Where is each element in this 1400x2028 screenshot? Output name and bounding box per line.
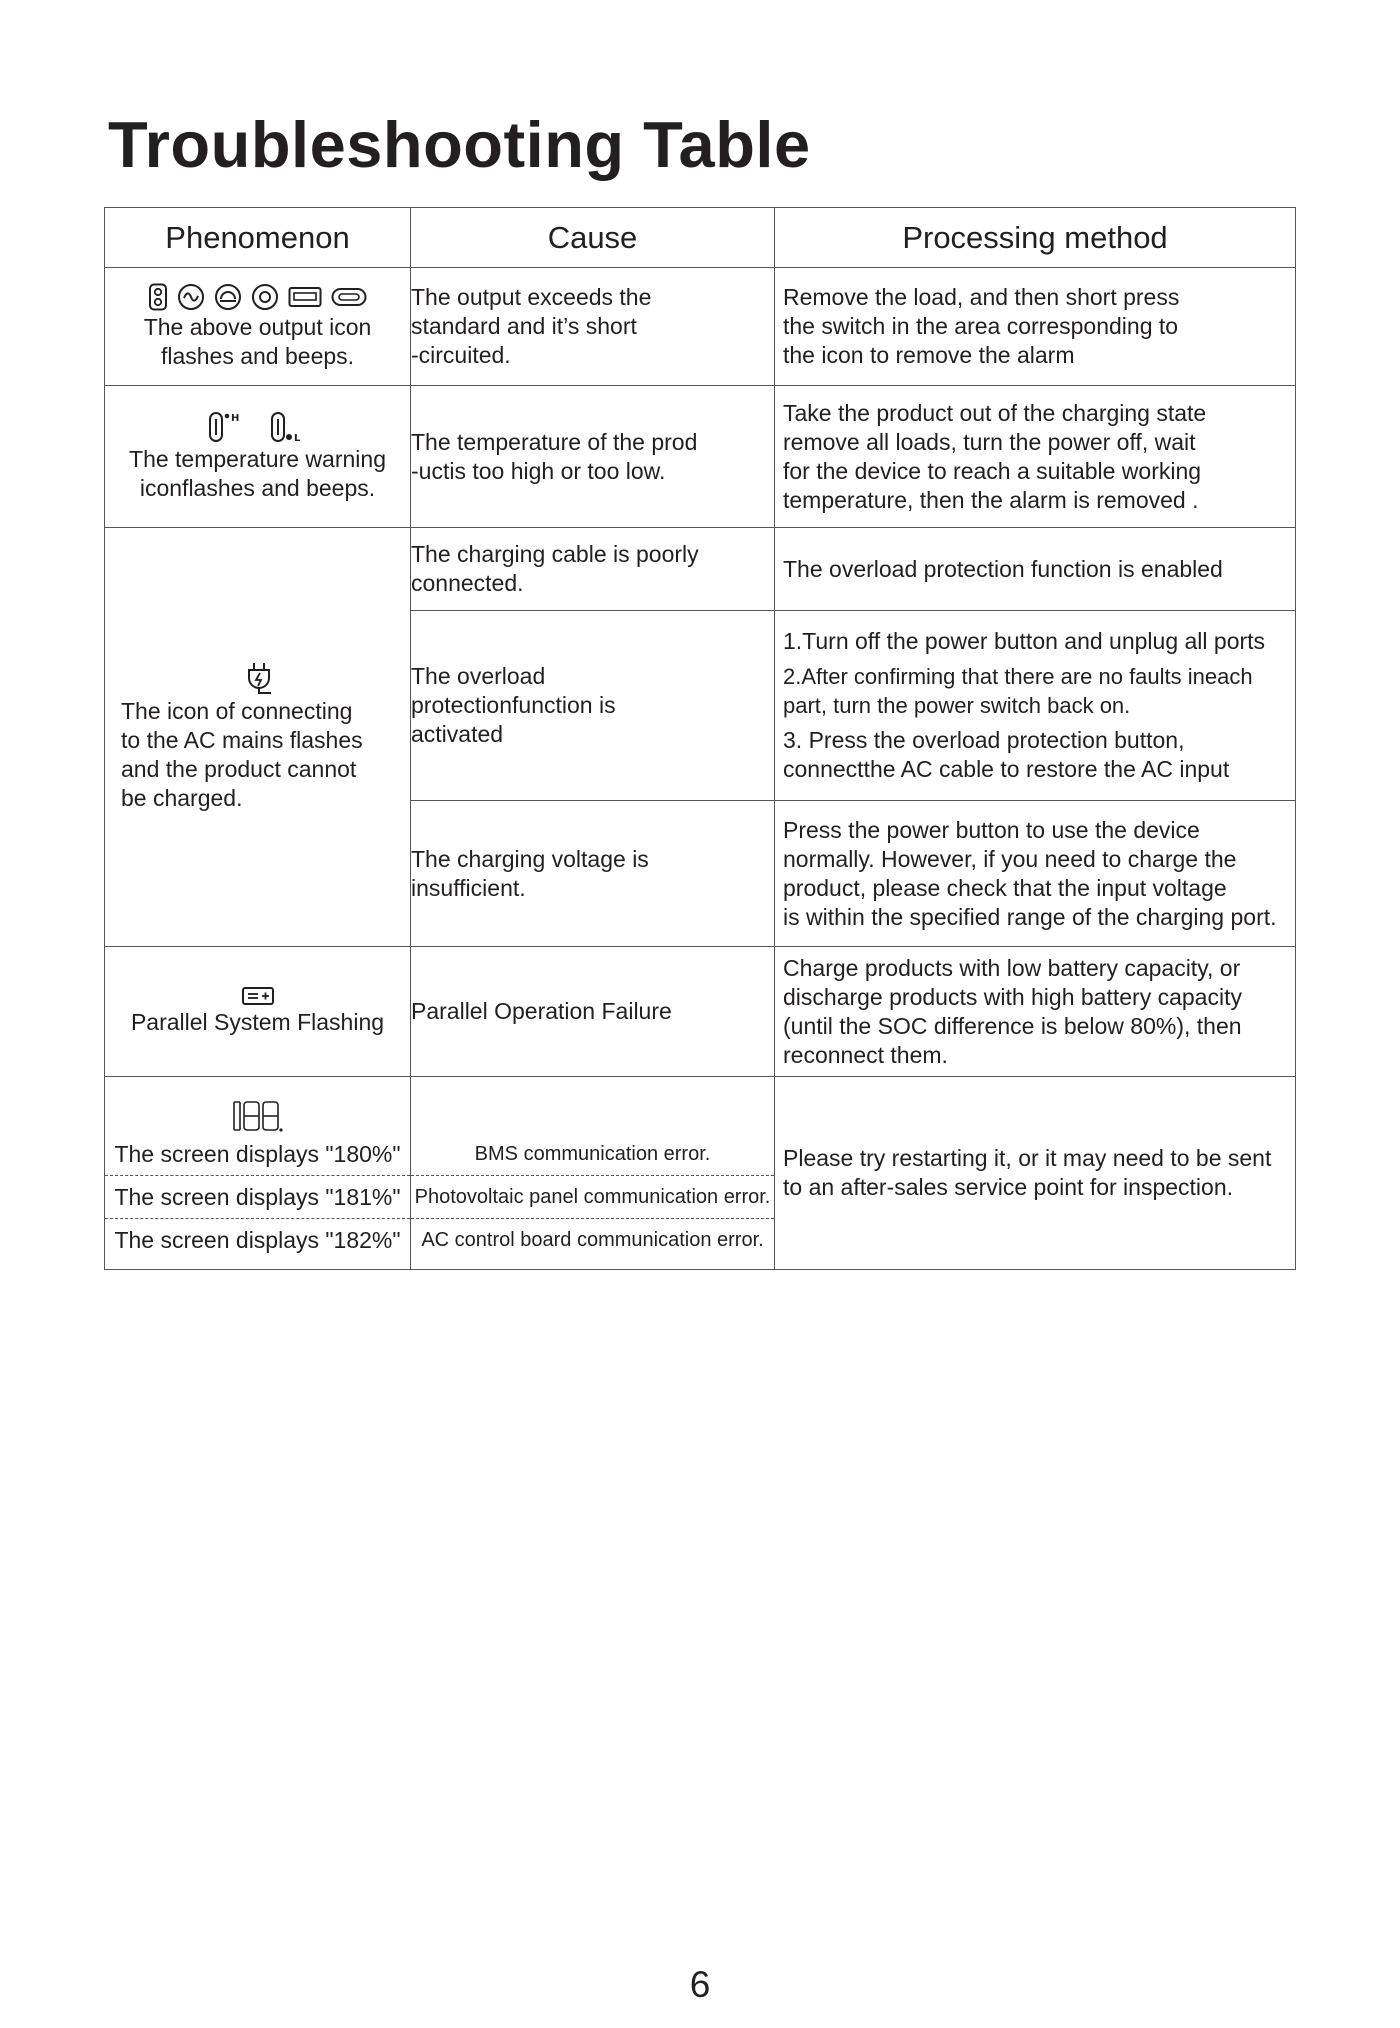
method-step: 1.Turn off the power button and unplug all ports <box>783 628 1266 654</box>
phenomenon-text: The temperature warning iconflashes and beeps. <box>129 445 386 501</box>
usb-a-icon <box>288 286 322 308</box>
column-header-processing-method: Processing method <box>775 208 1296 268</box>
cause-cell: The temperature of the prod -uctis too high or too low. <box>411 386 775 528</box>
parallel-system-icon <box>241 986 275 1006</box>
table-row <box>105 268 1296 386</box>
processing-method-cell: Please try restarting it, or it may need to be sent to an after-sales service point for inspection. <box>775 1077 1296 1270</box>
cause-cell <box>411 1077 775 1270</box>
segment-display-icon <box>233 1101 283 1133</box>
processing-method-cell: The overload protection function is enabled <box>775 528 1296 611</box>
temperature-icons-group <box>105 411 410 443</box>
photovoltaic-error-text: Photovoltaic panel communication error. <box>411 1175 774 1218</box>
usb-c-icon <box>331 287 367 307</box>
method-step: 2.After confirming that there are no faults ineach part, turn the power switch back on. <box>783 664 1253 718</box>
troubleshooting-table <box>104 207 1296 1270</box>
dc-port-icon <box>148 283 168 311</box>
page-title: Troubleshooting Table <box>108 108 811 181</box>
display-180-text: The screen displays "180%" <box>114 1140 401 1167</box>
table-row <box>105 528 1296 611</box>
bms-error-text: BMS communication error. <box>474 1142 711 1165</box>
processing-method-cell: Press the power button to use the device normally. However, if you need to charge the product, please check that the input voltage is within the specified range of the charging port. <box>775 801 1296 947</box>
column-header-phenomenon: Phenomenon <box>105 208 411 268</box>
phenomenon-text: Parallel System Flashing <box>130 1009 385 1035</box>
ac-mains-icon-group <box>121 661 398 695</box>
processing-method-cell: Remove the load, and then short press the switch in the area corresponding to the icon to remove the alarm <box>775 268 1296 386</box>
phenomenon-cell <box>105 268 411 386</box>
phenomenon-text: The above output icon flashes and beeps. <box>143 313 372 369</box>
method-step: 3. Press the overload protection button, connectthe AC cable to restore the AC input <box>783 727 1230 782</box>
ac-output-icon <box>177 283 205 311</box>
cause-cell: The overload protectionfunction is activated <box>411 611 775 801</box>
table-row <box>105 1077 1296 1270</box>
low-temperature-icon <box>269 411 309 443</box>
cause-cell: The charging cable is poorly connected. <box>411 528 775 611</box>
ac-mains-plug-icon <box>245 661 275 695</box>
cigarette-port-icon <box>251 283 279 311</box>
display-181-text: The screen displays "181%" <box>105 1175 410 1218</box>
cause-cell: The charging voltage is insufficient. <box>411 801 775 947</box>
column-header-cause: Cause <box>411 208 775 268</box>
table-row <box>105 947 1296 1077</box>
processing-method-cell: Take the product out of the charging state remove all loads, turn the power off, wait for the device to reach a suitable working temperature, then the alarm is removed . <box>775 386 1296 528</box>
cause-cell: Parallel Operation Failure <box>411 947 775 1077</box>
parallel-icon-group <box>105 986 410 1006</box>
segment-display-icon-group <box>105 1101 410 1133</box>
cause-cell: The output exceeds the standard and it’s short -circuited. <box>411 268 775 386</box>
svg-text:H: H <box>230 412 239 424</box>
svg-text:L: L <box>293 432 300 443</box>
display-182-text: The screen displays "182%" <box>105 1218 410 1261</box>
phenomenon-cell <box>105 947 411 1077</box>
phenomenon-cell <box>105 1077 411 1270</box>
processing-method-cell <box>775 611 1296 801</box>
phenomenon-text: The icon of connecting to the AC mains flashes and the product cannot be charged. <box>121 698 363 811</box>
phenomenon-cell <box>105 528 411 947</box>
ac-board-error-text: AC control board communication error. <box>411 1218 774 1261</box>
output-icons-group <box>105 283 410 311</box>
phenomenon-cell <box>105 386 411 528</box>
table-row <box>105 386 1296 528</box>
page-number: 6 <box>689 1964 711 2005</box>
high-temperature-icon <box>207 411 247 443</box>
car-charger-icon <box>214 283 242 311</box>
processing-method-cell: Charge products with low battery capacity, or discharge products with high battery capacity (until the SOC difference is below 80%), then reconnect them. <box>775 947 1296 1077</box>
table-header-row <box>105 208 1296 268</box>
